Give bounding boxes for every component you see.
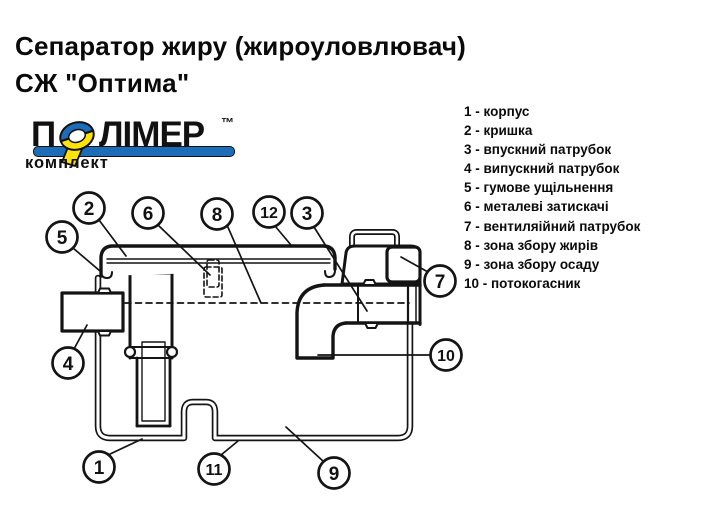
callout-number: 4	[62, 354, 74, 375]
callout-3	[292, 198, 323, 229]
callout-10	[431, 340, 462, 371]
callout-number: 7	[434, 272, 446, 293]
lid	[101, 246, 335, 278]
legend-item: 7 - вентиляійний патрубок	[464, 218, 641, 234]
legend-item: 5 - гумове ущільнення	[464, 180, 614, 196]
legend-item: 9 - зона збору осаду	[464, 256, 600, 272]
callout-4	[53, 348, 84, 379]
callout-11	[199, 454, 230, 485]
vent-housing	[342, 246, 420, 284]
callout-6	[133, 198, 164, 229]
outlet-clamp-bottom	[98, 331, 111, 336]
callout-7	[425, 266, 456, 297]
inlet-pipe-and-elbow	[297, 280, 420, 358]
callout-12	[254, 197, 285, 228]
callout-number: 12	[260, 205, 278, 222]
callout-2	[74, 193, 105, 224]
legend-item: 8 - зона збору жирів	[464, 237, 598, 253]
callout-number: 3	[301, 204, 313, 225]
internal-outlet-tee	[125, 266, 177, 426]
callout-number: 2	[83, 199, 95, 220]
leader-line-12	[275, 226, 291, 245]
outlet-clamp-top	[98, 289, 111, 294]
legend-item: 1 - корпус	[464, 104, 530, 119]
inlet-clamp-bottom	[365, 323, 378, 328]
legend-item: 2 - кришка	[464, 123, 533, 139]
callout-number: 10	[437, 348, 455, 365]
leader-line-11	[221, 441, 238, 455]
logo-text-start: П	[31, 115, 57, 154]
callout-1	[84, 452, 115, 483]
callout-number: 5	[56, 228, 68, 249]
callout-number: 8	[211, 205, 223, 226]
logo-text-rest: ЛІМЕР	[99, 115, 205, 154]
logo-subtitle: комплект	[25, 154, 109, 172]
callout-5	[47, 222, 78, 253]
inlet-clamp-top	[363, 280, 376, 285]
vent-cap	[352, 232, 397, 246]
callout-number: 11	[205, 462, 223, 479]
callout-number: 9	[328, 464, 340, 485]
leader-line-9	[286, 427, 324, 462]
leader-line-1	[108, 439, 142, 455]
legend-item: 3 - впускний патрубок	[464, 142, 612, 158]
callout-8	[202, 199, 233, 230]
logo-trademark: ™	[221, 115, 234, 130]
legend-item: 4 - випускний патрубок	[464, 161, 620, 177]
legend-item: 6 - металеві затискачі	[464, 199, 609, 215]
page-title-line-1: Сепаратор жиру (жироуловлювач)	[15, 31, 466, 61]
callout-9	[319, 458, 350, 489]
callout-number: 1	[93, 458, 105, 479]
legend-item: 10 - потокогасник	[464, 275, 581, 291]
callout-number: 6	[142, 204, 154, 225]
outlet-pipe	[62, 289, 123, 336]
page-title-line-2: СЖ "Оптима"	[15, 68, 190, 98]
leader-line-5	[73, 248, 100, 271]
